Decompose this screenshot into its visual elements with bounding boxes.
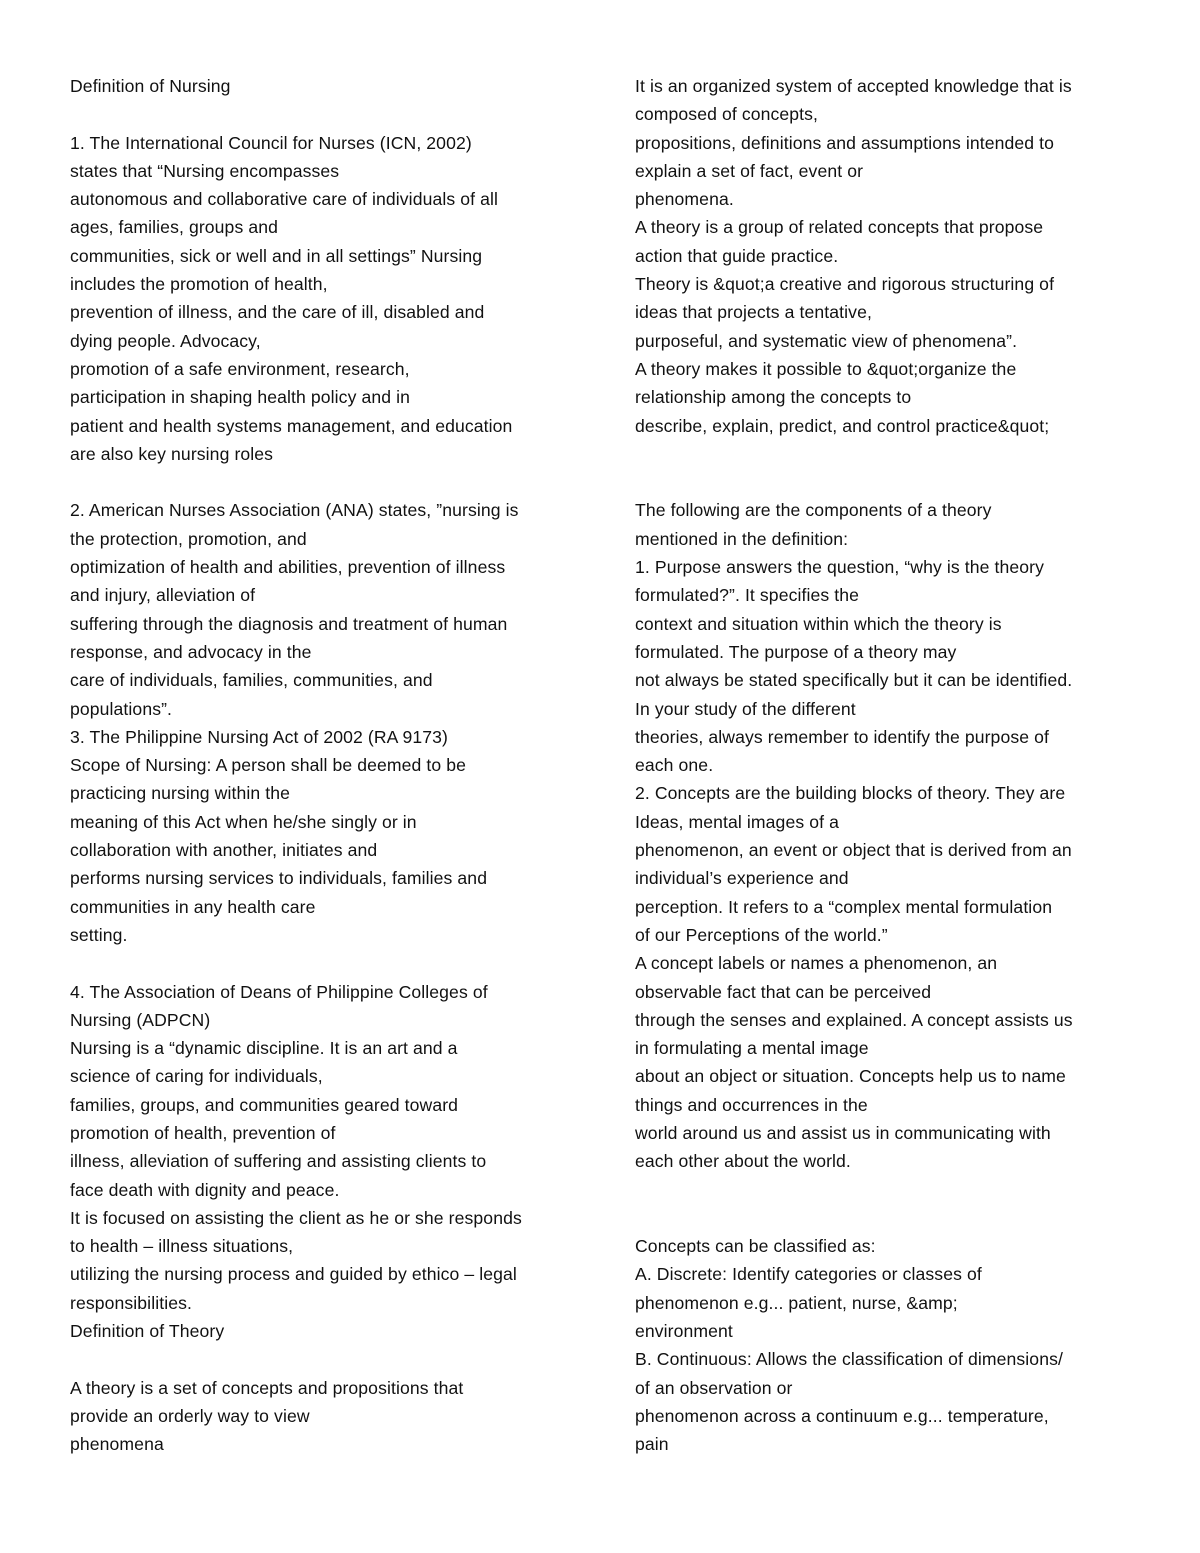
text-line: illness, alleviation of suffering and assisting clients to [70,1151,487,1172]
text-line: are also key nursing roles [70,443,274,464]
text-line: ages, families, groups and [70,217,278,238]
blank-line [70,949,570,977]
text-line: provide an orderly way to view [70,1405,310,1426]
text-line: perception. It refers to a “complex mental formulation [635,896,1053,917]
text-line: explain a set of fact, event or [635,160,864,181]
text-line: 1. The International Council for Nurses (ICN, 2002) [70,132,472,153]
blank-line [635,1204,1135,1232]
text-line: patient and health systems management, and education [70,415,513,436]
blank-line [635,440,1135,468]
text-line: dying people. Advocacy, [70,330,261,351]
text-line: The following are the components of a theory [635,500,992,521]
text-line: in formulating a mental image [635,1038,869,1059]
text-line: response, and advocacy in the [70,641,312,662]
text-line: individual’s experience and [635,868,849,889]
text-line: action that guide practice. [635,245,839,266]
text-line: A theory makes it possible to &quot;organize the [635,358,1017,379]
text-line: Scope of Nursing: A person shall be deemed to be [70,755,467,776]
blank-line [70,100,570,128]
text-line: Ideas, mental images of a [635,811,839,832]
text-line: purposeful, and systematic view of phenomena”. [635,330,1018,351]
text-line: performs nursing services to individuals, families and [70,868,488,889]
text-line: 2. Concepts are the building blocks of theory. They are [635,783,1066,804]
text-line: ideas that projects a tentative, [635,302,872,323]
text-line: In your study of the different [635,698,856,719]
text-line: 2. American Nurses Association (ANA) states, ”nursing is [70,500,519,521]
text-line: phenomenon across a continuum e.g... temperature, [635,1405,1049,1426]
text-line: face death with dignity and peace. [70,1179,340,1200]
left-column [70,72,570,1459]
text-line: responsibilities. [70,1292,192,1313]
text-line: Theory is &quot;a creative and rigorous structuring of [635,274,1055,295]
blank-line [70,468,570,496]
text-line: A. Discrete: Identify categories or classes of [635,1264,982,1285]
right-column [635,72,1135,1459]
text-line: relationship among the concepts to [635,387,912,408]
text-line: each other about the world. [635,1151,851,1172]
text-line: phenomena. [635,189,734,210]
text-line: It is focused on assisting the client as he or she responds [70,1207,522,1228]
text-line: world around us and assist us in communicating with [635,1122,1051,1143]
blank-line [635,1176,1135,1204]
text-line: 1. Purpose answers the question, “why is the theory [635,557,1044,578]
text-line: each one. [635,755,714,776]
text-line: Definition of Theory [70,1321,225,1342]
text-line: states that “Nursing encompasses [70,160,340,181]
text-line: A theory is a set of concepts and propositions that [70,1377,464,1398]
text-line: the protection, promotion, and [70,528,307,549]
text-line: Definition of Nursing [70,76,231,96]
text-line: 4. The Association of Deans of Philippine Colleges of [70,981,488,1002]
text-line: practicing nursing within the [70,783,291,804]
text-line: optimization of health and abilities, prevention of illness [70,557,506,578]
blank-line [635,468,1135,496]
text-line: propositions, definitions and assumptions intended to [635,132,1055,153]
text-line: B. Continuous: Allows the classification of dimensions/ [635,1349,1063,1370]
text-line: communities in any health care [70,896,316,917]
text-line: of an observation or [635,1377,793,1398]
text-line: care of individuals, families, communities, and [70,670,433,691]
text-line: environment [635,1321,733,1342]
text-line: Nursing is a “dynamic discipline. It is an art and a [70,1038,458,1059]
text-line: setting. [70,924,128,945]
text-line: of our Perceptions of the world.” [635,924,888,945]
text-line: It is an organized system of accepted knowledge that is [635,76,1072,96]
text-line: 3. The Philippine Nursing Act of 2002 (RA 9173) [70,726,448,747]
text-line: suffering through the diagnosis and treatment of human [70,613,508,634]
text-line: theories, always remember to identify the purpose of [635,726,1049,747]
text-line: collaboration with another, initiates and [70,840,378,861]
text-line: formulated?”. It specifies the [635,585,860,606]
text-line: science of caring for individuals, [70,1066,323,1087]
text-line: autonomous and collaborative care of individuals of all [70,189,499,210]
text-line: phenomenon, an event or object that is derived from an [635,840,1072,861]
text-line: observable fact that can be perceived [635,981,932,1002]
text-line: mentioned in the definition: [635,528,849,549]
text-line: about an object or situation. Concepts help us to name [635,1066,1066,1087]
text-line: prevention of illness, and the care of ill, disabled and [70,302,485,323]
text-line: participation in shaping health policy and in [70,387,410,408]
text-line: and injury, alleviation of [70,585,256,606]
text-line: A theory is a group of related concepts that propose [635,217,1044,238]
text-line: Concepts can be classified as: [635,1236,876,1257]
text-line: utilizing the nursing process and guided by ethico – legal [70,1264,517,1285]
text-line: Nursing (ADPCN) [70,1009,211,1030]
text-line: things and occurrences in the [635,1094,868,1115]
text-line: meaning of this Act when he/she singly or in [70,811,417,832]
text-line: to health – illness situations, [70,1236,294,1257]
text-line: communities, sick or well and in all settings” Nursing [70,245,483,266]
text-line: context and situation within which the theory is [635,613,1002,634]
text-line: pain [635,1434,669,1455]
text-line: formulated. The purpose of a theory may [635,641,957,662]
text-line: describe, explain, predict, and control practice&quot; [635,415,1050,436]
blank-line [70,1345,570,1373]
text-line: composed of concepts, [635,104,819,125]
text-line: phenomena [70,1434,164,1455]
text-line: families, groups, and communities geared toward [70,1094,459,1115]
text-line: through the senses and explained. A concept assists us [635,1009,1073,1030]
text-line: includes the promotion of health, [70,274,328,295]
text-line: promotion of health, prevention of [70,1122,336,1143]
text-line: A concept labels or names a phenomenon, an [635,953,998,974]
text-line: phenomenon e.g... patient, nurse, &amp; [635,1292,958,1313]
text-line: populations”. [70,698,173,719]
text-line: not always be stated specifically but it can be identified. [635,670,1073,691]
text-line: promotion of a safe environment, research, [70,358,410,379]
